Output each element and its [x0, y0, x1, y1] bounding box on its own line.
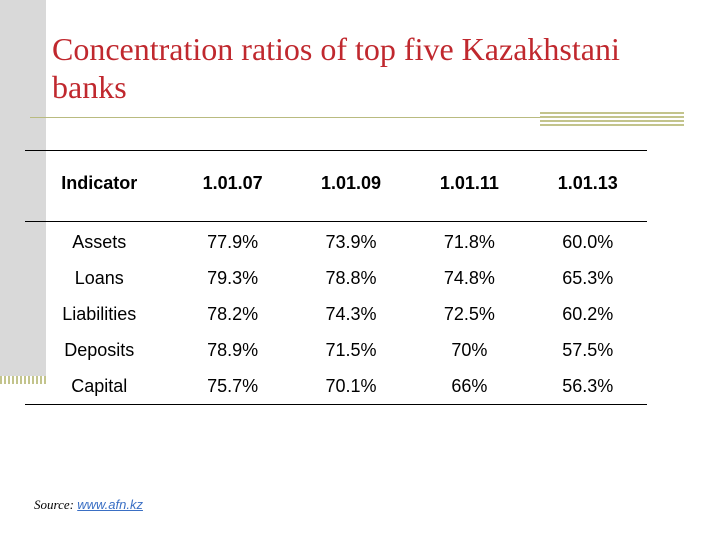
row-label: Loans	[74, 267, 124, 288]
source-label: Source:	[34, 497, 74, 512]
table-row	[25, 260, 647, 296]
table-cell: 65.3%	[562, 267, 614, 288]
table-cell: 78.9%	[207, 339, 259, 360]
table-cell: 78.2%	[207, 303, 259, 324]
table-row	[25, 332, 647, 368]
header-indicator: Indicator	[25, 151, 173, 222]
table-cell: 75.7%	[173, 368, 291, 405]
table-cell: 60.0%	[562, 231, 614, 252]
table-cell: 71.8%	[443, 231, 495, 252]
table-cell: 56.3%	[529, 368, 647, 405]
table-cell: 70.1%	[292, 368, 410, 405]
table-cell: 70%	[451, 339, 488, 360]
source-note	[34, 497, 143, 513]
concentration-table	[25, 150, 647, 405]
table-row	[25, 222, 647, 261]
table-row	[25, 368, 647, 405]
title-divider-accent	[540, 110, 684, 126]
table-cell: 72.5%	[443, 303, 495, 324]
row-label: Deposits	[64, 339, 135, 360]
table-cell: 57.5%	[562, 339, 614, 360]
header-2007: 1.01.07	[173, 151, 291, 222]
slide-title: Concentration ratios of top five Kazakhstani banks	[52, 31, 620, 105]
table-cell: 74.8%	[443, 267, 495, 288]
table-header-row	[25, 151, 647, 222]
header-2009: 1.01.09	[292, 151, 410, 222]
table-cell: 60.2%	[562, 303, 614, 324]
row-label: Liabilities	[62, 303, 137, 324]
table-cell: 71.5%	[325, 339, 377, 360]
table-cell: 73.9%	[325, 231, 377, 252]
table-cell: 78.8%	[325, 267, 377, 288]
header-2013: 1.01.13	[529, 151, 647, 222]
header-2011: 1.01.11	[410, 151, 528, 222]
source-link[interactable]: www.afn.kz	[77, 497, 143, 512]
table-cell: 77.9%	[207, 231, 259, 252]
title-divider	[30, 117, 540, 118]
row-label: Assets	[72, 231, 127, 252]
table-cell: 66%	[410, 368, 528, 405]
row-label: Capital	[25, 368, 173, 405]
table-cell: 79.3%	[207, 267, 259, 288]
table-cell: 74.3%	[325, 303, 377, 324]
table-row	[25, 296, 647, 332]
